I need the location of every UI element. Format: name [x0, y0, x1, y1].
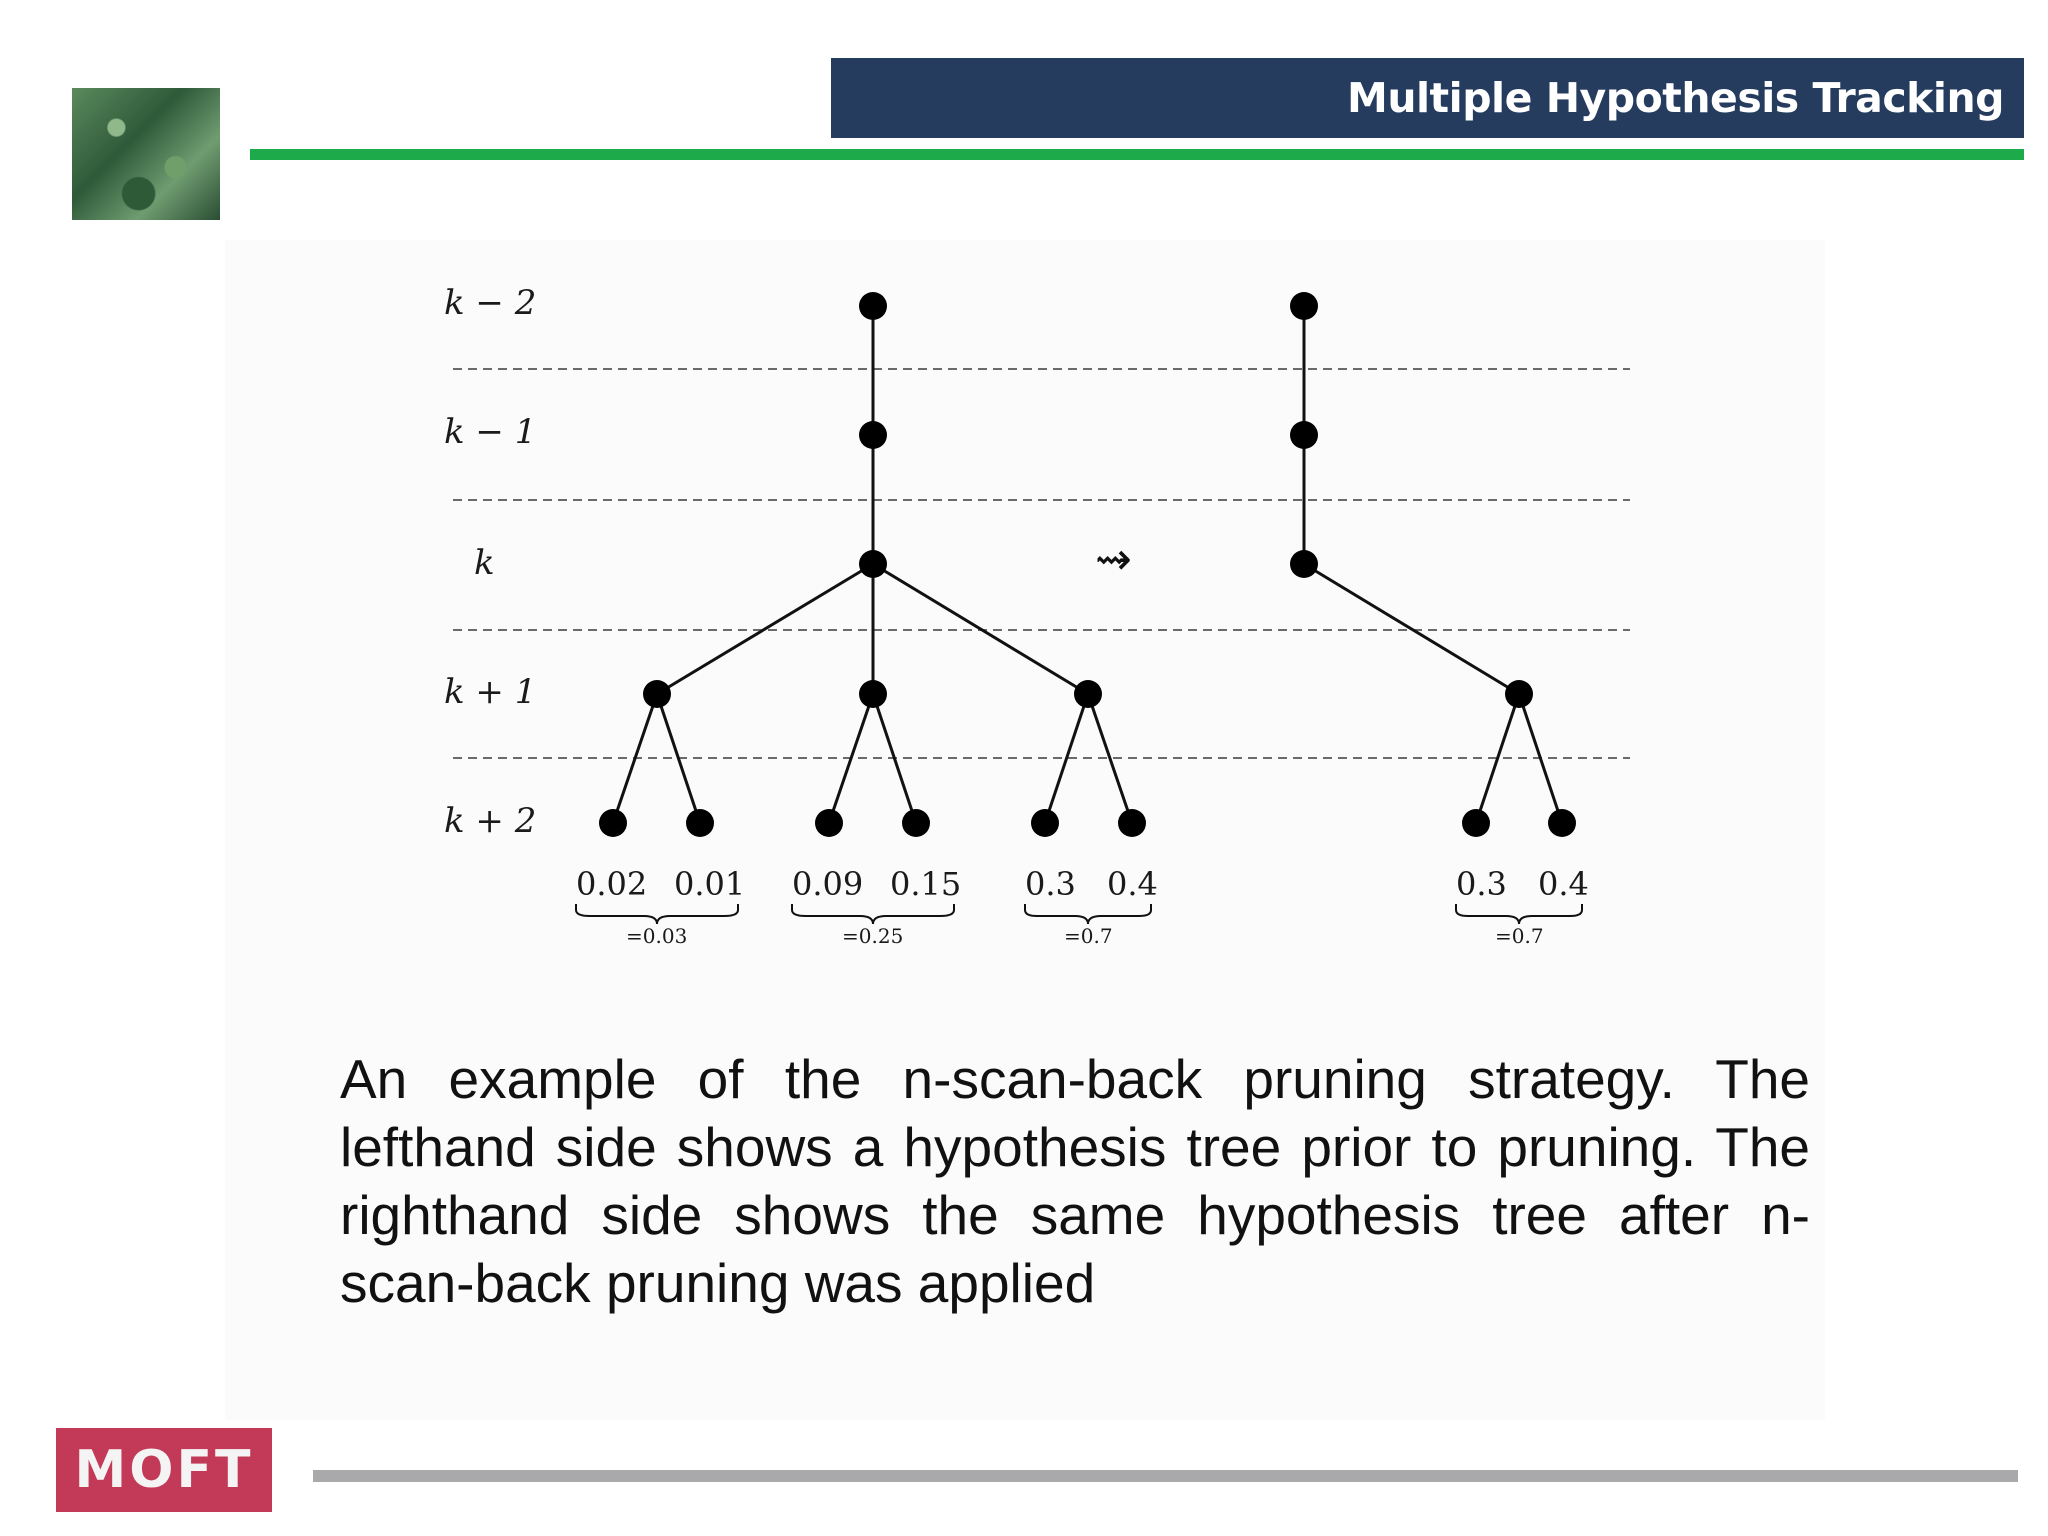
title-bar: [831, 58, 2024, 138]
probability-label: 0.4: [1538, 865, 1589, 903]
footer-logo: [56, 1428, 272, 1512]
tree-node: [599, 809, 627, 837]
right-tree-edges: [1304, 306, 1562, 823]
group-brace: [1456, 904, 1582, 924]
tree-node: [1548, 809, 1576, 837]
probability-sum: =0.03: [626, 924, 688, 948]
figure-caption: An example of the n-scan-back pruning strategy. The lefthand side shows a hypothesis tree prior to pruning. The righthand side shows the same hypothesis tree after n-scan-back pruning was applied: [340, 1048, 1810, 1314]
header-divider: [250, 149, 2024, 160]
tree-edge: [657, 564, 873, 694]
tree-node: [1290, 292, 1318, 320]
probability-label: 0.3: [1456, 865, 1507, 903]
probability-label: 0.01: [674, 865, 746, 903]
group-brace: [1025, 904, 1151, 924]
level-label-k-plus-2: k + 2: [444, 801, 537, 841]
pruning-arrow-icon: ⇝: [1095, 534, 1132, 585]
probability-label: 0.09: [792, 865, 864, 903]
level-label-k-plus-1: k + 1: [444, 672, 537, 712]
header-logo-image: [72, 88, 220, 220]
probability-label: 0.4: [1107, 865, 1158, 903]
slide-title: Multiple Hypothesis Tracking: [1347, 74, 2004, 122]
probability-sum: =0.25: [842, 924, 904, 948]
tree-node: [902, 809, 930, 837]
tree-node: [1462, 809, 1490, 837]
tree-node: [1031, 809, 1059, 837]
probability-label: 0.02: [576, 865, 648, 903]
tree-node: [1290, 421, 1318, 449]
level-label-k-minus-2: k − 2: [444, 283, 537, 323]
tree-node: [815, 809, 843, 837]
tree-node: [686, 809, 714, 837]
tree-node: [1074, 680, 1102, 708]
tree-node: [859, 680, 887, 708]
level-label-k: k: [474, 543, 495, 583]
tree-node: [1505, 680, 1533, 708]
right-tree-nodes: [1290, 292, 1576, 837]
tree-node: [859, 421, 887, 449]
probability-sum: =0.7: [1064, 924, 1113, 948]
footer-logo-text: MOFT: [74, 1440, 254, 1500]
tree-node: [1290, 550, 1318, 578]
probability-sum: =0.7: [1495, 924, 1544, 948]
tree-edge: [1304, 564, 1519, 694]
tree-edge: [1476, 694, 1519, 823]
group-brace: [576, 904, 738, 924]
probability-label: 0.15: [890, 865, 962, 903]
tree-node: [859, 292, 887, 320]
level-label-k-minus-1: k − 1: [444, 412, 537, 452]
group-brace: [792, 904, 954, 924]
probability-label: 0.3: [1025, 865, 1076, 903]
tree-edge: [1088, 694, 1132, 823]
tree-node: [859, 550, 887, 578]
hypothesis-tree-diagram: [420, 270, 1660, 970]
level-separators: [453, 369, 1630, 758]
tree-edge: [1045, 694, 1088, 823]
tree-node: [1118, 809, 1146, 837]
tree-node: [643, 680, 671, 708]
footer-divider: [313, 1470, 2018, 1482]
